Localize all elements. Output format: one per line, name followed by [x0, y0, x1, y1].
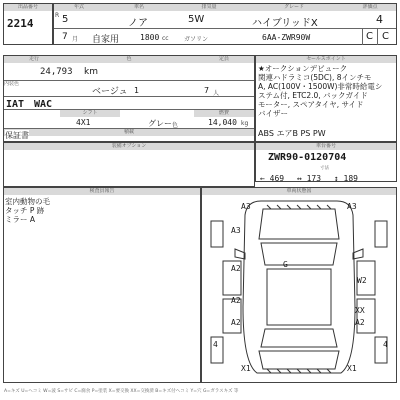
diagram-title: 車両状態図	[202, 188, 396, 195]
equipment-text: ABS エアB PS PW	[258, 129, 326, 138]
car-name: ノア	[128, 18, 148, 29]
name-header: 車名	[104, 4, 174, 11]
mark-a2-left-door: A2	[231, 264, 241, 273]
month-unit: 月	[72, 36, 79, 43]
capacity-header: 定員	[194, 56, 254, 63]
mark-xx-right-rear-door: XX	[355, 306, 365, 315]
mark-x1-left-rear: X1	[241, 364, 251, 373]
mark-a2-left-lower: A2	[231, 318, 241, 327]
mark-g-roof: G	[283, 260, 288, 269]
inspector-title: 検査員報告	[4, 188, 200, 195]
score-header: 評価点	[344, 4, 396, 11]
chassis-label: 車台番号	[256, 143, 396, 150]
year-header: 年式	[54, 4, 104, 11]
length: 469	[269, 174, 285, 183]
lot-number: 2214	[7, 17, 34, 30]
doors-value: 1	[134, 86, 140, 95]
chassis-sub-label: 寸法	[320, 166, 329, 171]
displacement: 1800	[140, 33, 160, 42]
displacement-header: 排気量	[174, 4, 244, 11]
mileage: 24,793	[40, 67, 73, 77]
sales-points-title: セールスポイント	[256, 56, 396, 63]
paint-code: ベージュ	[92, 87, 128, 97]
grade-code: 5W	[188, 14, 205, 25]
mileage-unit: km	[84, 67, 98, 77]
fuel: ガソリン	[184, 36, 209, 43]
documents: 保証書	[5, 131, 29, 140]
mark-a2-left-rear-door: A2	[231, 296, 241, 305]
mark-a2-right-lower: A2	[355, 318, 365, 327]
color-header: 色	[64, 56, 194, 63]
interior-grade: C	[366, 31, 373, 42]
car-diagram	[201, 187, 397, 383]
fuel-header: 燃費	[194, 110, 254, 117]
era-year: 5	[62, 14, 69, 25]
width: 173	[306, 174, 322, 183]
displacement-unit: cc	[162, 35, 169, 42]
aircon: WAC	[34, 99, 53, 110]
mark-w2-right-door: W2	[357, 276, 367, 285]
drive: 4X1	[76, 118, 91, 127]
exterior-grade: C	[382, 31, 389, 42]
seats-value: 7	[204, 86, 210, 95]
paint-header: 内装色	[4, 81, 20, 87]
weight-unit: kg	[241, 120, 249, 127]
mark-4-left: 4	[213, 340, 218, 349]
score: 4	[376, 13, 383, 26]
width-arrow: ↔	[296, 174, 302, 183]
mileage-header: 走行	[4, 56, 64, 63]
shift-header: シフト	[60, 110, 120, 117]
grade-name: ハイブリッドX	[252, 18, 318, 29]
transmission: IAT	[6, 99, 25, 110]
height-arrow: ↕	[333, 174, 339, 183]
mark-a3-front-left: A3	[241, 202, 251, 211]
grade-header: グレード	[244, 4, 344, 11]
mark-a3-left: A3	[231, 226, 241, 235]
dimensions-row	[260, 174, 358, 183]
length-arrow: ←	[260, 174, 265, 183]
height: 189	[343, 174, 358, 183]
inspector-notes: 室内動物の毛 タッチ P 跡 ミラー A	[5, 197, 50, 224]
usage: 自家用	[92, 35, 120, 45]
load-header: 積載	[4, 129, 254, 136]
seats-unit: 人	[213, 90, 220, 97]
mark-a3-front-right: A3	[347, 202, 357, 211]
body-color-unit: 色	[172, 122, 179, 129]
chassis-number: ZWR90-0120704	[268, 152, 347, 163]
era-letter: R	[55, 12, 60, 19]
sales-points-text: ★オークションデビューク 関連ハドラミコ(5DC), 8インチモ A, AC(100V・1500W)非常時給電シ ステム付, ETC2.0, バックガイド モーター, スペアタイヤ, サイド バイザー	[258, 64, 383, 118]
mark-x1-right-rear: X1	[347, 364, 357, 373]
weight: 14,040	[208, 118, 237, 127]
model-code: 6AA-ZWR90W	[262, 33, 311, 42]
month: 7	[62, 32, 68, 42]
lot-header: 出品番号	[4, 4, 52, 11]
footer-legend: A=キズ U=ヘコミ W=波 S=サビ C=腐食 P=塗装 X=要交換 XX=交換済 B=キズ付ヘコミ Y=穴 G=ガラスキズ 等	[4, 389, 239, 394]
body-color: グレー	[148, 119, 172, 128]
options-title: 装備オプション	[4, 143, 254, 150]
mark-4-right: 4	[383, 340, 388, 349]
